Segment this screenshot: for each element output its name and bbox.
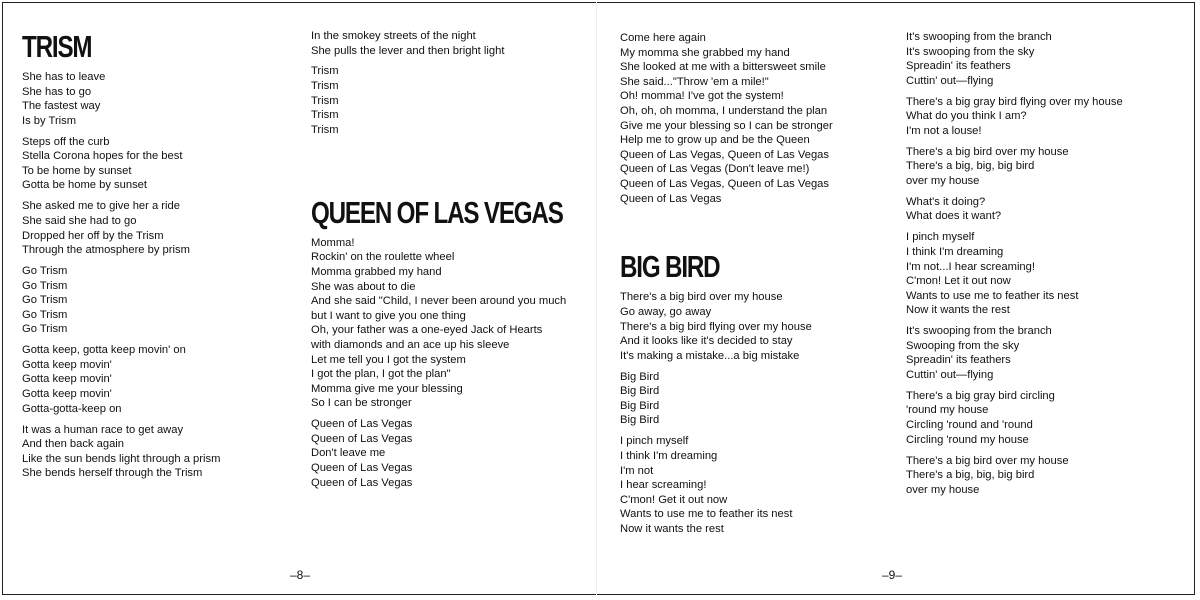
lyric-line: Swooping from the sky	[906, 339, 1020, 352]
lyric-line: She said she had to go	[22, 214, 137, 227]
lyric-line: My momma she grabbed my hand	[620, 46, 790, 59]
lyric-line: Momma!	[311, 236, 355, 249]
lyric-line: Gotta keep movin'	[22, 388, 112, 401]
lyric-line: She was about to die	[311, 280, 416, 293]
lyric-line: Cuttin' out—flying	[906, 368, 994, 381]
lyric-line: Oh! momma! I've got the system!	[620, 90, 784, 103]
bigbird-lyrics-a	[620, 290, 900, 536]
lyric-line: Come here again	[620, 32, 706, 44]
lyric-line: Trism	[311, 65, 339, 78]
lyric-line: It's swooping from the branch	[906, 31, 1052, 43]
lyric-line: Go Trism	[22, 279, 68, 292]
trism-lyrics-a	[22, 70, 292, 481]
lyric-line: Gotta keep, gotta keep movin' on	[22, 344, 186, 357]
page-number-left: –8–	[290, 568, 311, 582]
spacer	[311, 144, 591, 196]
song-title-trism: TRISM	[22, 29, 92, 64]
lyric-line: There's a big gray bird flying over my house	[906, 95, 1123, 108]
stanza	[311, 417, 591, 490]
lyric-line: And it looks like it's decided to stay	[620, 335, 793, 348]
stanza	[22, 199, 292, 257]
lyric-line: There's a big gray bird circling	[906, 389, 1055, 402]
lyric-line: I pinch myself	[906, 231, 975, 244]
lyric-line: C'mon! Let it out now	[906, 275, 1011, 288]
lyric-line: The fastest way	[22, 100, 101, 113]
lyric-line: Go Trism	[22, 323, 68, 336]
lyric-line: So I can be stronger	[311, 397, 412, 410]
lyric-line: It was a human race to get away	[22, 423, 184, 436]
lyric-line: There's a big bird flying over my house	[620, 320, 812, 333]
column-3	[620, 31, 900, 543]
lyric-line: Queen of Las Vegas	[311, 432, 413, 445]
lyric-line: Oh, your father was a one-eyed Jack of Hearts	[311, 324, 543, 337]
lyric-line: Don't leave me	[311, 447, 386, 460]
lyric-line: Queen of Las Vegas	[311, 476, 413, 489]
stanza	[22, 70, 292, 128]
queen-lyrics-b	[620, 31, 900, 206]
lyric-line: Trism	[311, 109, 339, 122]
lyric-line: It's swooping from the branch	[906, 325, 1052, 338]
lyric-line: C'mon! Get it out now	[620, 493, 728, 506]
stanza	[311, 29, 591, 58]
stanza	[22, 343, 292, 416]
lyric-line: Circling 'round my house	[906, 433, 1029, 446]
song-title-queen-of-las-vegas: QUEEN OF LAS VEGAS	[311, 194, 563, 230]
song-title-big-bird: BIG BIRD	[620, 249, 720, 285]
trism-lyrics-b	[311, 29, 591, 137]
lyric-line: I got the plan, I got the plan"	[311, 368, 451, 381]
page-number-right: –9–	[882, 568, 903, 582]
stanza	[906, 324, 1186, 382]
lyric-line: Trism	[311, 94, 339, 107]
lyric-line: Is by Trism	[22, 114, 77, 127]
lyric-line: She bends herself through the Trism	[22, 467, 203, 480]
lyric-line: She looked at me with a bittersweet smile	[620, 61, 826, 74]
lyric-line: Oh, oh, oh momma, I understand the plan	[620, 104, 828, 117]
lyric-line: Queen of Las Vegas	[311, 418, 413, 431]
column-2	[311, 29, 591, 496]
lyric-line: I pinch myself	[620, 435, 689, 448]
column-4	[906, 30, 1186, 504]
lyric-line: I'm not a louse!	[906, 124, 982, 137]
lyric-line: I think I'm dreaming	[620, 449, 718, 462]
lyric-line: Cuttin' out—flying	[906, 74, 994, 87]
lyric-line: She has to go	[22, 85, 92, 98]
stanza	[620, 370, 900, 428]
lyric-line: Let me tell you I got the system	[311, 353, 466, 366]
lyric-line: Big Bird	[620, 370, 660, 383]
stanza	[906, 30, 1186, 88]
lyric-line: Spreadin' its feathers	[906, 60, 1011, 73]
lyric-line: Through the atmosphere by prism	[22, 244, 190, 257]
lyric-line: She asked me to give her a ride	[22, 200, 180, 213]
stanza	[906, 389, 1186, 447]
stanza	[906, 195, 1186, 224]
lyric-line: Gotta-gotta-keep on	[22, 402, 122, 415]
lyric-line: Momma give me your blessing	[311, 382, 463, 395]
lyric-line: Big Bird	[620, 385, 660, 398]
bigbird-lyrics-b	[906, 30, 1186, 497]
lyric-line: She said..."Throw 'em a mile!"	[620, 75, 769, 88]
lyric-line: She pulls the lever and then bright light	[311, 44, 505, 57]
lyric-line: 'round my house	[906, 404, 989, 417]
lyric-line: Queen of Las Vegas	[620, 192, 722, 205]
lyric-line: Trism	[311, 80, 339, 93]
lyric-line: I hear screaming!	[620, 479, 707, 492]
lyric-line: Queen of Las Vegas	[311, 461, 413, 474]
lyric-line: There's a big bird over my house	[620, 291, 783, 304]
stanza	[620, 434, 900, 536]
lyric-line: Big Bird	[620, 399, 660, 412]
lyric-line: Queen of Las Vegas, Queen of Las Vegas	[620, 177, 829, 190]
lyric-line: over my house	[906, 483, 980, 496]
lyric-line: Big Bird	[620, 414, 660, 427]
lyric-line: Wants to use me to feather its nest	[906, 289, 1079, 302]
lyric-line: And then back again	[22, 438, 125, 451]
lyric-line: Give me your blessing so I can be stronger	[620, 119, 833, 132]
lyric-line: Wants to use me to feather its nest	[620, 508, 793, 521]
lyric-line: Rockin' on the roulette wheel	[311, 251, 455, 264]
stanza	[906, 454, 1186, 498]
lyric-line: What's it doing?	[906, 195, 986, 208]
lyric-line: Queen of Las Vegas, Queen of Las Vegas	[620, 148, 829, 161]
lyric-line: Now it wants the rest	[620, 522, 724, 535]
lyric-line: Now it wants the rest	[906, 304, 1010, 317]
lyric-line: Go Trism	[22, 265, 68, 278]
lyric-line: Go Trism	[22, 308, 68, 321]
lyric-line: Trism	[311, 123, 339, 136]
lyric-line: There's a big, big, big bird	[906, 160, 1035, 173]
stanza	[906, 95, 1186, 139]
lyric-line: To be home by sunset	[22, 164, 132, 177]
stanza	[906, 230, 1186, 318]
lyric-line: I'm not	[620, 464, 654, 477]
lyric-line: Queen of Las Vegas (Don't leave me!)	[620, 163, 810, 176]
lyric-line: In the smokey streets of the night	[311, 30, 476, 42]
lyric-line: Stella Corona hopes for the best	[22, 150, 183, 163]
lyric-line: Steps off the curb	[22, 135, 110, 148]
lyric-line: Gotta keep movin'	[22, 373, 112, 386]
lyric-line: It's swooping from the sky	[906, 45, 1035, 58]
lyric-line: And she said "Child, I never been around you much	[311, 295, 567, 308]
lyric-line: Gotta be home by sunset	[22, 179, 148, 192]
lyric-line: Momma grabbed my hand	[311, 265, 442, 278]
lyric-line: I think I'm dreaming	[906, 245, 1004, 258]
column-1	[22, 30, 292, 487]
lyric-line: over my house	[906, 174, 980, 187]
stanza	[22, 423, 292, 481]
stanza	[311, 236, 591, 411]
queen-lyrics-a	[311, 236, 591, 490]
lyric-line: There's a big, big, big bird	[906, 469, 1035, 482]
lyric-line: Like the sun bends light through a prism	[22, 452, 221, 465]
stanza	[620, 290, 900, 363]
lyric-line: I'm not...I hear screaming!	[906, 260, 1035, 273]
lyric-line: but I want to give you one thing	[311, 309, 466, 322]
lyric-line: It's making a mistake...a big mistake	[620, 349, 800, 362]
stanza	[311, 64, 591, 137]
lyric-line: with diamonds and an ace up his sleeve	[311, 338, 510, 351]
lyric-line: What do you think I am?	[906, 110, 1027, 123]
stanza	[620, 31, 900, 206]
lyric-line: What does it want?	[906, 210, 1002, 223]
page-gutter	[596, 2, 597, 595]
stanza	[906, 145, 1186, 189]
lyric-line: Circling 'round and 'round	[906, 419, 1033, 432]
lyric-line: Help me to grow up and be the Queen	[620, 134, 810, 147]
lyric-line: Dropped her off by the Trism	[22, 229, 164, 242]
lyric-line: Go Trism	[22, 294, 68, 307]
stanza	[22, 264, 292, 337]
spacer	[620, 212, 900, 250]
stanza	[22, 135, 292, 193]
lyric-line: There's a big bird over my house	[906, 454, 1069, 467]
lyric-line: Spreadin' its feathers	[906, 354, 1011, 367]
lyric-line: There's a big bird over my house	[906, 145, 1069, 158]
lyric-line: Go away, go away	[620, 306, 712, 319]
lyric-line: Gotta keep movin'	[22, 358, 112, 371]
lyric-line: She has to leave	[22, 71, 106, 83]
